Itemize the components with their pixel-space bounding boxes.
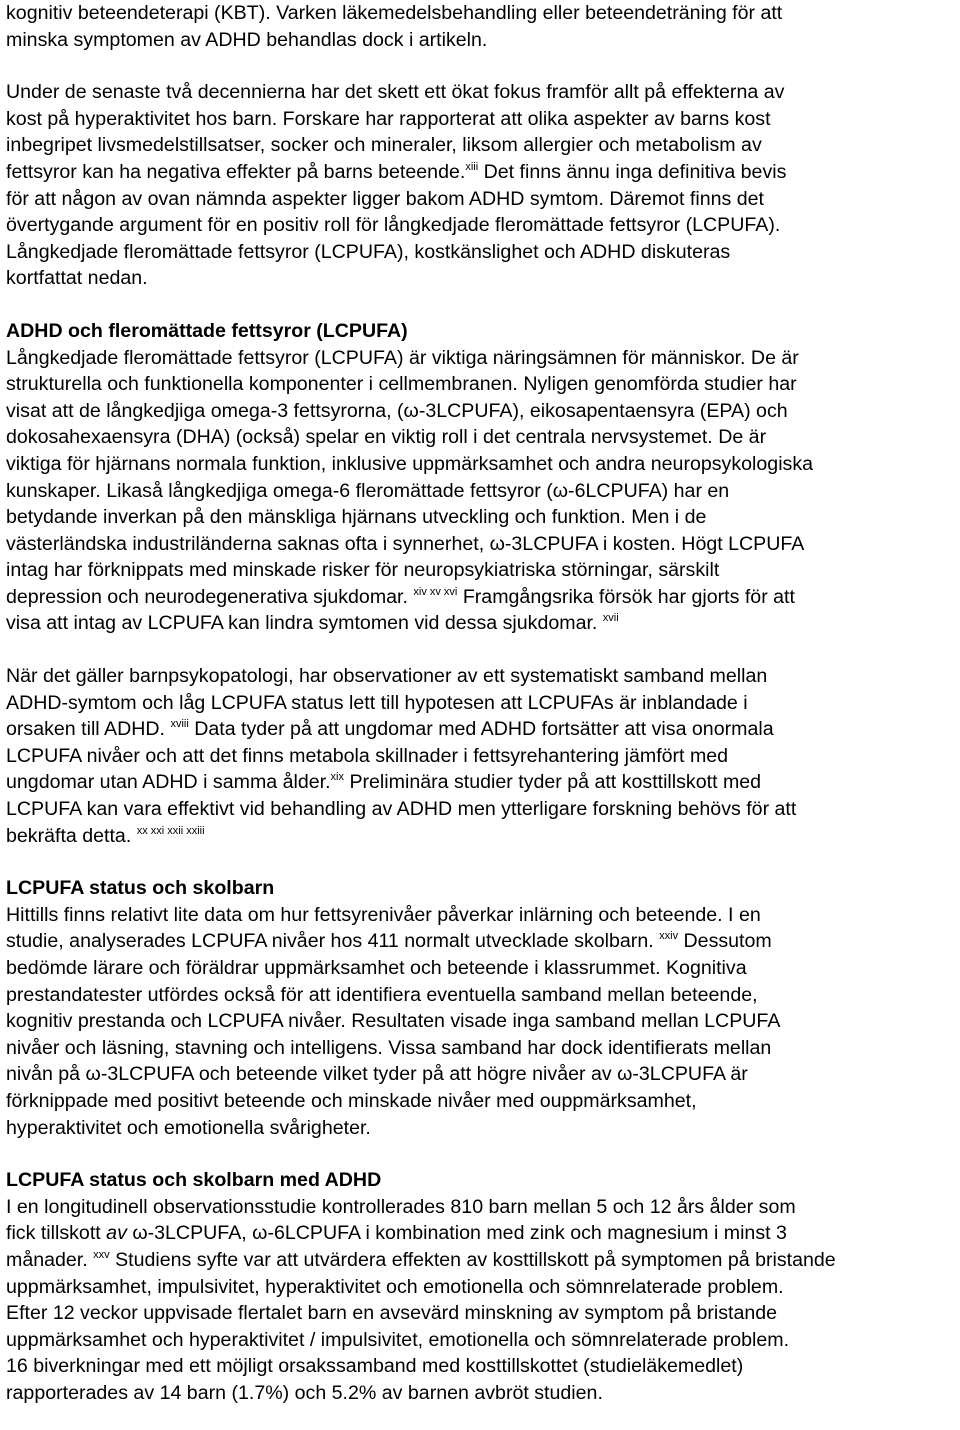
text-line: I en longitudinell observationsstudie kontrollerades 810 barn mellan 5 och 12 års ålder som [6,1195,796,1218]
footnote-ref: xvii [602,612,619,625]
paragraph-intro [6,0,946,53]
text-line: västerländska industriländerna saknas ofta i synnerhet, ω-3LCPUFA i kosten. Högt LCPUFA [6,532,805,555]
text-fragment: Det finns ännu inga definitiva bevis [478,160,787,183]
footnote-ref: xviii [170,718,189,731]
paragraph-psychopathology [6,663,946,849]
text-line: nivåer och läsning, stavning och intelligens. Vissa samband har dock identifierats mellan [6,1036,772,1059]
text-line: kortfattat nedan. [6,267,148,290]
text-line: minska symptomen av ADHD behandlas dock i artikeln. [6,28,488,51]
text-line: rapporterades av 14 barn (1.7%) och 5.2% av barnen avbröt studien. [6,1381,603,1404]
text-fragment: ungdomar utan ADHD i samma ålder. [6,771,331,794]
text-line [6,928,946,955]
text-fragment: fettsyror kan ha negativa effekter på barns beteende. [6,160,466,183]
text-line [6,159,946,186]
text-line: för att någon av ovan nämnda aspekter ligger bakom ADHD symtom. Däremot finns det [6,187,764,210]
paragraph-diet [6,79,946,292]
footnote-ref: xxv [93,1248,110,1261]
paragraph-gap [6,637,946,663]
section-schoolchildren-adhd [6,1167,946,1406]
text-fragment: ω-3LCPUFA, ω-6LCPUFA i kombination med zink och magnesium i minst 3 [126,1222,787,1245]
text-line: När det gäller barnpsykopatologi, har observationer av ett systematiskt samband mellan [6,665,768,688]
text-line: betydande inverkan på den mänskliga hjärnans utveckling och funktion. Men i de [6,506,707,529]
text-fragment: Dessutom [678,930,772,953]
text-line: strukturella och funktionella komponenter i cellmembranen. Nyligen genomförda studier har [6,373,797,396]
paragraph-gap [6,53,946,79]
text-fragment: studie, analyserades LCPUFA nivåer hos 411 normalt utvecklade skolbarn. [6,930,660,953]
text-fragment: orsaken till ADHD. [6,718,171,741]
paragraph-gap [6,292,946,318]
footnote-ref: xix [330,771,344,784]
text-line: Långkedjade fleromättade fettsyror (LCPUFA) är viktiga näringsämnen för människor. De är [6,346,799,369]
text-fragment: Studiens syfte var att utvärdera effekten av kosttillskott på symptomen på bristande [109,1248,836,1271]
text-line: dokosahexaensyra (DHA) (också) spelar en viktig roll i det centrala nervsystemet. De är [6,426,767,449]
text-line: uppmärksamhet och hyperaktivitet / impulsivitet, emotionella och sömnrelaterade problem. [6,1328,790,1351]
footnote-ref: xiii [465,160,479,173]
text-line: inbegripet livsmedelstillsatser, socker och mineraler, liksom allergier och metabolism av [6,134,762,157]
text-line [6,610,946,637]
text-fragment: Preliminära studier tyder på att kosttillskott med [344,771,762,794]
section-heading: ADHD och fleromättade fettsyror (LCPUFA) [6,319,408,342]
footnote-ref: xiv xv xvi [413,585,458,598]
text-line: Under de senaste två decennierna har det skett ett ökat fokus framför allt på effekterna av [6,81,785,104]
text-line: Efter 12 veckor uppvisade flertalet barn en avsevärd minskning av symptom på bristande [6,1302,778,1325]
text-line: bedömde lärare och föräldrar uppmärksamhet och beteende i klassrummet. Kognitiva [6,957,747,979]
text-fragment: fick tillskott [6,1222,107,1245]
text-line: viktiga för hjärnans normala funktion, inklusive uppmärksamhet och andra neuropsykologiska [6,452,814,475]
text-fragment: månader. [6,1248,94,1271]
section-adhd-lcpufa [6,318,946,637]
text-line: visat att de långkedjiga omega-3 fettsyrorna, (ω-3LCPUFA), eikosapentaensyra (EPA) och [6,399,788,422]
text-line [6,769,946,796]
footnote-ref: xx xxi xxii xxiii [136,824,205,837]
text-line: förknippade med positivt beteende och minskade nivåer med ouppmärksamhet, [6,1089,697,1112]
text-fragment: bekräfta detta. [6,824,137,847]
text-fragment: depression och neurodegenerativa sjukdomar. [6,585,414,608]
section-heading: LCPUFA status och skolbarn [6,877,275,900]
text-line: kognitiv beteendeterapi (KBT). Varken läkemedelsbehandling eller beteendeträning för att [6,2,783,24]
paragraph-gap [6,1141,946,1167]
text-fragment: Data tyder på att ungdomar med ADHD fortsätter att visa onormala [188,718,774,741]
text-line: 16 biverkningar med ett möjligt orsakssamband med kosttillskottet (studieläkemedlet) [6,1355,744,1378]
text-line: kognitiv prestanda och LCPUFA nivåer. Resultaten visade inga samband mellan LCPUFA [6,1010,781,1033]
text-line: LCPUFA kan vara effektivt vid behandling av ADHD men ytterligare forskning behövs för att [6,798,797,821]
text-fragment-italic: av [106,1222,127,1245]
text-line: ADHD-symtom och låg LCPUFA status lett till hypotesen att LCPUFAs är inblandade i [6,691,748,714]
text-fragment: Framgångsrika försök har gjorts för att [457,585,795,608]
text-line: prestandatester utfördes också för att identifiera eventuella samband mellan beteende, [6,983,758,1006]
paragraph-gap [6,849,946,875]
text-line: intag har förknippats med minskade risker för neuropsykiatriska störningar, särskilt [6,559,720,582]
text-line: uppmärksamhet, impulsivitet, hyperaktivitet och emotionella och sömnrelaterade problem. [6,1275,784,1298]
footnote-ref: xxiv [659,930,679,943]
text-line: Hittills finns relativt lite data om hur fettsyrenivåer påverkar inlärning och beteende. I en [6,903,761,926]
text-line: LCPUFA nivåer och att det finns metabola skillnader i fettsyrehantering jämfört med [6,744,729,767]
text-line [6,1220,946,1247]
text-line: hyperaktivitet och emotionella svårigheter. [6,1116,371,1139]
section-heading: LCPUFA status och skolbarn med ADHD [6,1169,382,1192]
text-line: kost på hyperaktivitet hos barn. Forskare har rapporterat att olika aspekter av barns kost [6,107,771,130]
text-fragment: visa att intag av LCPUFA kan lindra symtomen vid dessa sjukdomar. [6,612,603,635]
text-line [6,584,946,611]
text-line: nivån på ω-3LCPUFA och beteende vilket tyder på att högre nivåer av ω-3LCPUFA är [6,1063,748,1086]
text-line [6,716,946,743]
text-line: Långkedjade fleromättade fettsyror (LCPUFA), kostkänslighet och ADHD diskuteras [6,240,731,263]
section-schoolchildren [6,875,946,1141]
text-line [6,823,946,850]
text-line [6,1247,946,1274]
text-line: kunskaper. Likaså långkedjiga omega-6 fleromättade fettsyror (ω-6LCPUFA) har en [6,479,730,502]
text-line: övertygande argument för en positiv roll för långkedjade fleromättade fettsyror (LCPUFA). [6,214,781,237]
